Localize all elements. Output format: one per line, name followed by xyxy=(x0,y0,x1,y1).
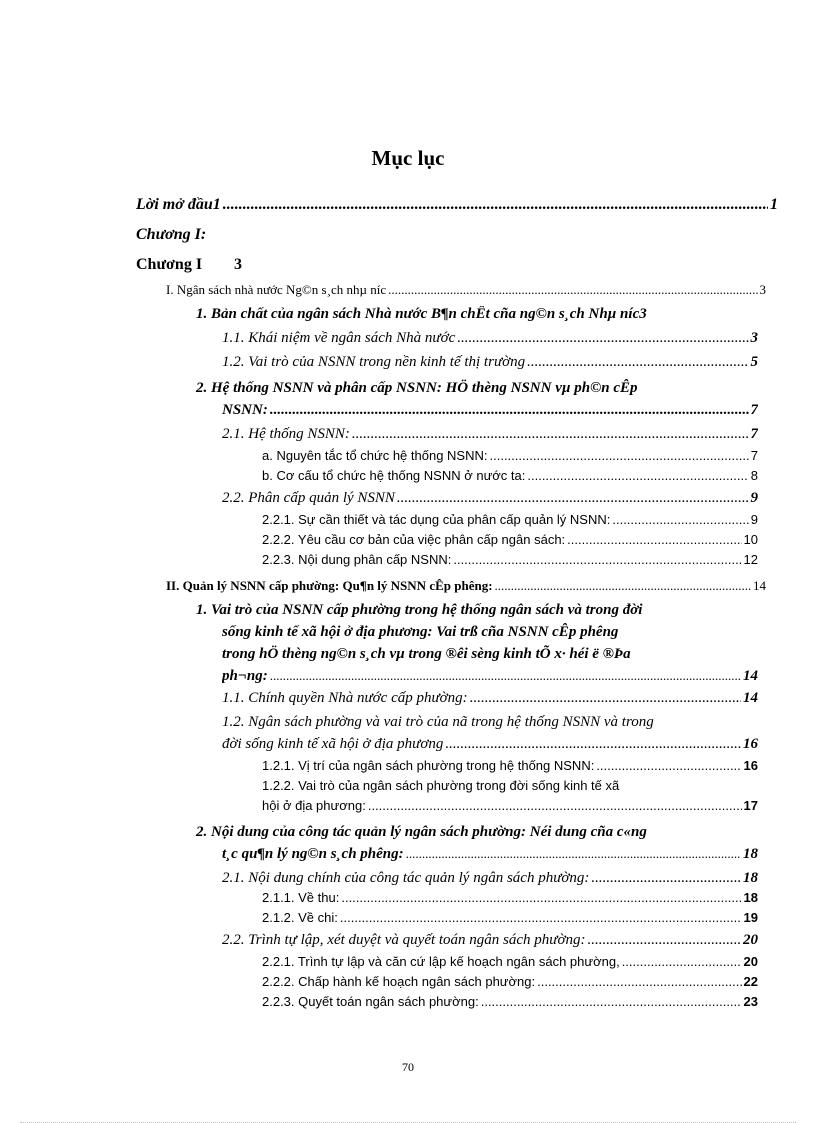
leader-dots xyxy=(588,932,742,949)
leader-dots xyxy=(495,578,751,594)
toc-entry-text: NSNN: xyxy=(222,402,268,418)
toc-entry[interactable] xyxy=(222,932,758,949)
toc-entry-text: I. Ngân sách nhà nước Ng©n s¸ch nhµ níc xyxy=(166,282,387,297)
toc-entry-text: 2.2.3. Quyết toán ngân sách phường: xyxy=(262,994,479,1009)
toc-entry[interactable] xyxy=(222,870,758,887)
leader-dots xyxy=(352,426,749,443)
toc-entry[interactable] xyxy=(222,426,758,443)
toc-entry-text: 1.1. Khái niệm về ngân sách Nhà nước xyxy=(222,330,456,346)
leader-dots xyxy=(527,468,748,483)
toc-entry[interactable] xyxy=(196,602,642,619)
toc-entry[interactable] xyxy=(222,330,758,347)
toc-entry[interactable] xyxy=(222,736,758,753)
toc-entry-text: 1.2.1. Vị trí của ngân sách phường trong hệ thống NSNN: xyxy=(262,758,595,773)
toc-entry-text: 2. Hệ thống NSNN và phân cấp NSNN: HÖ thèng NSNN vµ ph©n cÊp xyxy=(196,380,638,396)
toc-entry-page: 18 xyxy=(743,890,758,905)
toc-entry[interactable] xyxy=(166,578,766,594)
leader-dots xyxy=(368,798,742,813)
toc-entry-text: 2.2. Phân cấp quản lý NSNN xyxy=(222,490,395,506)
toc-entry[interactable] xyxy=(196,824,647,841)
toc-entry-page: 3 xyxy=(639,306,647,322)
toc-entry-page: 12 xyxy=(743,552,758,567)
leader-dots xyxy=(596,758,741,773)
toc-entry[interactable] xyxy=(136,256,242,274)
toc-entry-text: II. Quản lý NSNN cấp phường: Qu¶n lý NSNN cÊp phêng: xyxy=(166,578,493,593)
toc-entry[interactable] xyxy=(222,354,758,371)
toc-entry-page: 18 xyxy=(743,870,758,886)
toc-entry-page: 19 xyxy=(743,910,758,925)
toc-entry-text: 2.2.1. Sự cần thiết và tác dụng của phân cấp quản lý NSNN: xyxy=(262,512,611,527)
toc-entry-page: 18 xyxy=(743,846,758,862)
leader-dots xyxy=(527,354,748,371)
toc-entry[interactable] xyxy=(222,624,618,641)
toc-entry-text: 2.2.1. Trình tự lập và căn cứ lập kế hoạch ngân sách phường, xyxy=(262,954,620,969)
leader-dots xyxy=(622,954,742,969)
leader-dots xyxy=(397,490,749,507)
toc-entry-page: 23 xyxy=(743,994,758,1009)
leader-dots xyxy=(388,282,757,298)
page-number: 70 xyxy=(402,1060,414,1074)
toc-entry-text: 2. Nội dung của công tác quản lý ngân sách phường: Néi dung cña c«ng xyxy=(196,824,647,840)
leader-dots xyxy=(406,846,741,862)
toc-entry-text: 2.2.3. Nội dung phân cấp NSNN: xyxy=(262,552,452,567)
toc-entry-text: Lời mở đầu1 xyxy=(136,196,221,213)
toc-entry-text: sống kinh tế xã hội ở địa phương: Vai trß cña NSNN cÊp phêng xyxy=(222,624,619,640)
toc-entry-page: 3 xyxy=(750,330,758,346)
toc-entry[interactable] xyxy=(262,954,758,969)
toc-entry-page: 20 xyxy=(743,954,758,969)
toc-entry-text: trong hÖ thèng ng©n s¸ch vµ trong ®êi sèng kinh tÕ x· héi ë ®Þa xyxy=(222,646,631,662)
leader-dots xyxy=(445,736,741,753)
toc-entry-page: 9 xyxy=(750,512,758,527)
toc-entry-text: 2.1.1. Về thu: xyxy=(262,890,340,905)
toc-entry-text: 2.1. Hệ thống NSNN: xyxy=(222,426,350,442)
toc-entry-page: 10 xyxy=(743,532,758,547)
toc-entry-text: 1. Vai trò của NSNN cấp phường trong hệ thống ngân sách và trong đời xyxy=(196,602,643,618)
toc-entry[interactable] xyxy=(196,380,638,397)
toc-entry-page: 16 xyxy=(743,758,758,773)
toc-entry-text: ph¬ng: xyxy=(222,668,268,684)
leader-dots xyxy=(270,402,749,419)
toc-entry[interactable] xyxy=(262,994,758,1009)
toc-entry-page: 3 xyxy=(234,256,243,273)
toc-entry-text: 2.2. Trình tự lập, xét duyệt và quyết toán ngân sách phường: xyxy=(222,932,586,948)
toc-entry-text: 1. Bản chất của ngân sách Nhà nước B¶n chÊt cña ng©n s¸ch Nhµ níc xyxy=(196,306,640,322)
toc-entry[interactable] xyxy=(262,448,758,463)
toc-entry[interactable] xyxy=(136,226,206,244)
toc-entry-text: đời sống kinh tế xã hội ở địa phương xyxy=(222,736,444,752)
toc-entry-text: 1.2.2. Vai trò của ngân sách phường trong đời sống kinh tế xã xyxy=(262,778,620,793)
leader-dots xyxy=(223,196,768,214)
toc-entry[interactable] xyxy=(222,714,654,731)
toc-entry-text: a. Nguyên tắc tổ chức hệ thống NSNN: xyxy=(262,448,488,463)
toc-entry-page: 7 xyxy=(750,402,758,418)
toc-entry[interactable] xyxy=(262,758,758,773)
toc-entry-text: Chương I: xyxy=(136,226,207,243)
leader-dots xyxy=(340,910,742,925)
toc-entry-text: hội ở địa phương: xyxy=(262,798,366,813)
toc-entry[interactable] xyxy=(136,196,778,214)
toc-entry[interactable] xyxy=(222,690,758,707)
toc-entry[interactable] xyxy=(222,846,758,863)
toc-entry-text: 2.1.2. Về chi: xyxy=(262,910,338,925)
page-title: Mục lục xyxy=(371,146,445,170)
toc-entry-page: 7 xyxy=(750,426,758,442)
leader-dots xyxy=(591,870,741,887)
toc-entry-page: 22 xyxy=(743,974,758,989)
toc-entry-text: 1.2. Vai trò của NSNN trong nền kinh tế thị trường xyxy=(222,354,526,370)
toc-entry-page: 8 xyxy=(750,468,758,483)
toc-entry[interactable] xyxy=(262,552,758,567)
leader-dots xyxy=(490,448,749,463)
toc-entry-text: 2.2.2. Yêu cầu cơ bản của việc phân cấp ngân sách: xyxy=(262,532,566,547)
toc-entry[interactable] xyxy=(196,306,758,323)
toc-entry[interactable] xyxy=(262,532,758,547)
toc-entry-page: 1 xyxy=(770,196,778,213)
toc-entry-page: 20 xyxy=(743,932,758,948)
toc-entry-text: 1.2. Ngân sách phường và vai trò của nã trong hệ thống NSNN và trong xyxy=(222,714,654,730)
toc-entry[interactable] xyxy=(222,490,758,507)
toc-entry[interactable] xyxy=(262,778,619,793)
leader-dots xyxy=(537,974,741,989)
toc-entry-text: 1.1. Chính quyền Nhà nước cấp phường: xyxy=(222,690,468,706)
toc-entry-page: 3 xyxy=(759,282,766,297)
leader-dots xyxy=(341,890,741,905)
toc-entry[interactable] xyxy=(222,668,758,685)
leader-dots xyxy=(457,330,748,347)
toc-entry-page: 5 xyxy=(750,354,758,370)
toc-entry-page: 7 xyxy=(750,448,758,463)
toc-entry[interactable] xyxy=(262,910,758,925)
toc-entry-page: 17 xyxy=(743,798,758,813)
toc-entry[interactable] xyxy=(262,798,758,813)
toc-entry[interactable] xyxy=(262,512,758,527)
toc-entry[interactable] xyxy=(222,402,758,419)
toc-entry-page: 14 xyxy=(743,690,758,706)
leader-dots xyxy=(453,552,741,567)
leader-dots xyxy=(270,668,741,684)
toc-entry[interactable] xyxy=(222,646,631,663)
leader-dots xyxy=(567,532,741,547)
toc-entry-page: 16 xyxy=(743,736,758,752)
leader-dots xyxy=(470,690,741,707)
toc-entry-page: 14 xyxy=(753,578,766,593)
toc-entry-text: Chương I xyxy=(136,256,203,273)
toc-entry-text: 2.1. Nội dung chính của công tác quản lý ngân sách phường: xyxy=(222,870,590,886)
toc-entry-text: 2.2.2. Chấp hành kế hoạch ngân sách phường: xyxy=(262,974,536,989)
toc-entry-text: t¸c qu¶n lý ng©n s¸ch phêng: xyxy=(222,846,404,862)
toc-entry[interactable] xyxy=(262,468,758,483)
toc-entry[interactable] xyxy=(166,282,766,298)
toc-entry-text: b. Cơ cấu tổ chức hệ thống NSNN ở nước ta: xyxy=(262,468,526,483)
toc-entry-page: 14 xyxy=(743,668,758,684)
leader-dots xyxy=(612,512,748,527)
leader-dots xyxy=(481,994,742,1009)
toc-entry-page: 9 xyxy=(750,490,758,506)
toc-entry[interactable] xyxy=(262,974,758,989)
toc-entry[interactable] xyxy=(262,890,758,905)
